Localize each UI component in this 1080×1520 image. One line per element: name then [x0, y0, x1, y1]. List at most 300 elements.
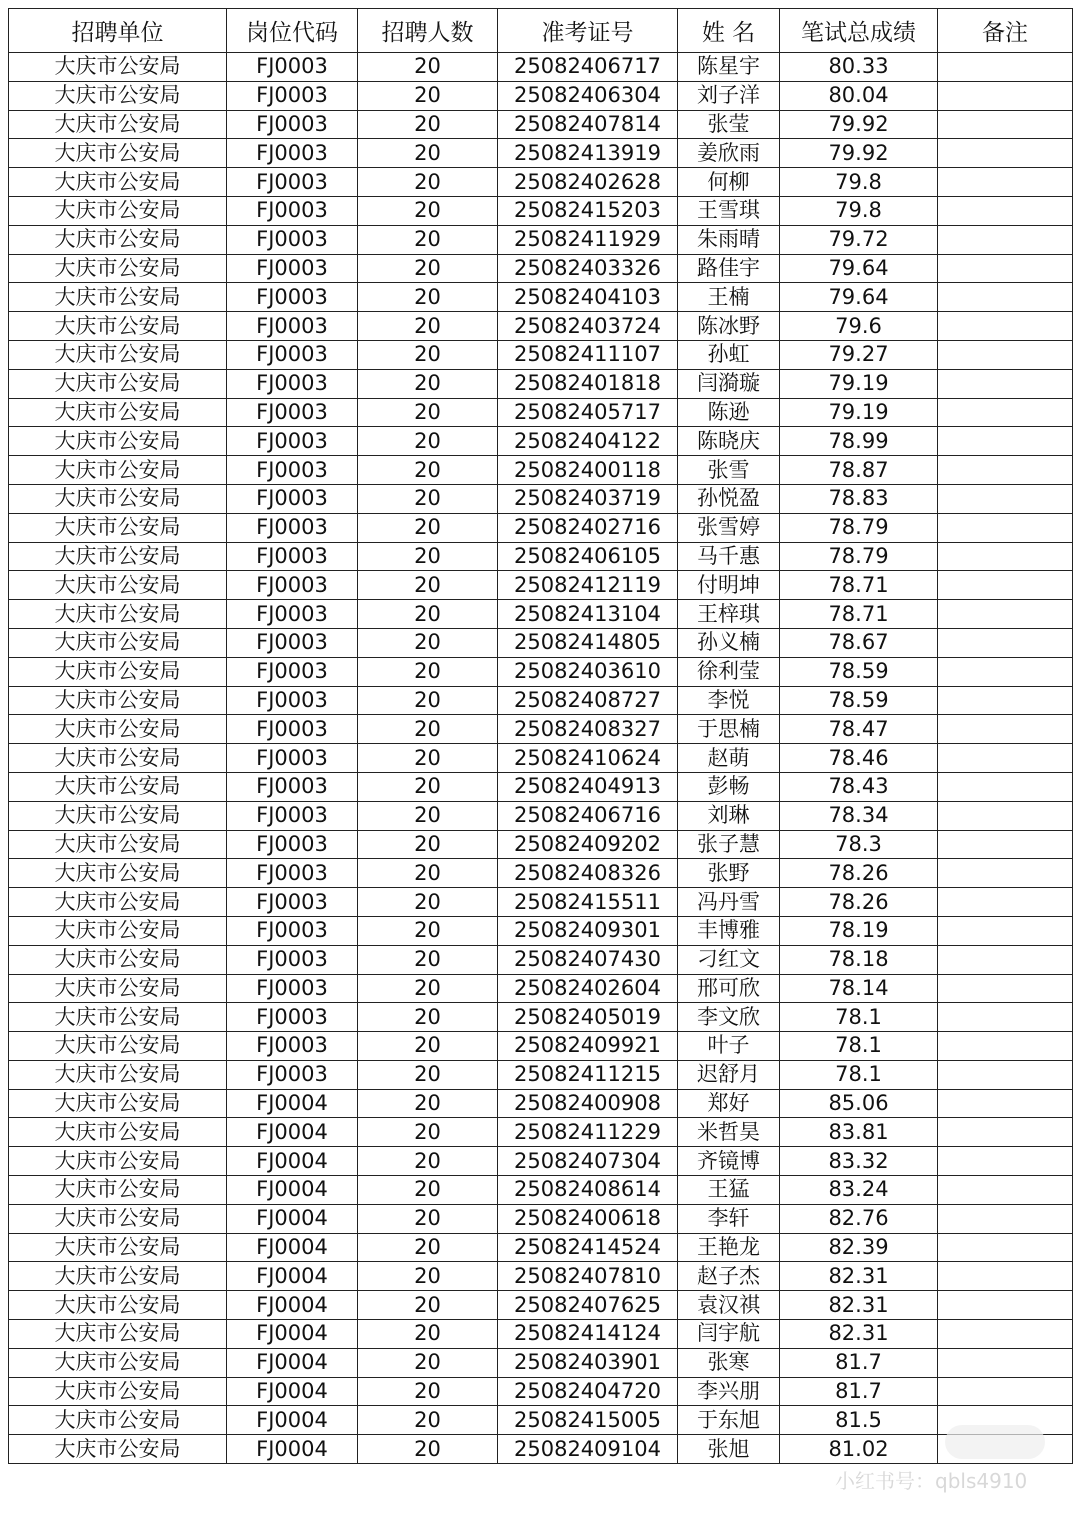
- cell-unit: 大庆市公安局: [9, 1262, 227, 1291]
- cell-ticket-number: 25082401818: [498, 369, 678, 398]
- cell-unit: 大庆市公安局: [9, 1406, 227, 1435]
- cell-hire-count: 20: [358, 859, 498, 888]
- cell-ticket-number: 25082406105: [498, 542, 678, 571]
- cell-position-code: FJ0004: [227, 1147, 358, 1176]
- cell-hire-count: 20: [358, 744, 498, 773]
- table-row: [9, 542, 1073, 571]
- cell-written-score: 81.02: [780, 1435, 938, 1464]
- cell-remarks: [938, 715, 1073, 744]
- table-row: [9, 1320, 1073, 1349]
- cell-written-score: 82.31: [780, 1291, 938, 1320]
- table-row: [9, 168, 1073, 197]
- cell-position-code: FJ0003: [227, 657, 358, 686]
- column-header-hire-count: 招聘人数: [358, 9, 498, 53]
- table-row: [9, 340, 1073, 369]
- cell-ticket-number: 25082407810: [498, 1262, 678, 1291]
- cell-ticket-number: 25082409202: [498, 830, 678, 859]
- cell-written-score: 78.26: [780, 888, 938, 917]
- cell-hire-count: 20: [358, 1320, 498, 1349]
- cell-position-code: FJ0003: [227, 945, 358, 974]
- cell-ticket-number: 25082412119: [498, 571, 678, 600]
- cell-ticket-number: 25082403719: [498, 484, 678, 513]
- cell-position-code: FJ0003: [227, 628, 358, 657]
- cell-written-score: 78.67: [780, 628, 938, 657]
- cell-written-score: 81.5: [780, 1406, 938, 1435]
- column-header-ticket-number: 准考证号: [498, 9, 678, 53]
- cell-position-code: FJ0003: [227, 81, 358, 110]
- cell-written-score: 78.87: [780, 456, 938, 485]
- cell-written-score: 78.79: [780, 513, 938, 542]
- cell-hire-count: 20: [358, 600, 498, 629]
- cell-name: 彭畅: [678, 772, 780, 801]
- cell-written-score: 78.34: [780, 801, 938, 830]
- cell-name: 孙虹: [678, 340, 780, 369]
- cell-name: 徐利莹: [678, 657, 780, 686]
- cell-name: 于东旭: [678, 1406, 780, 1435]
- table-row: [9, 600, 1073, 629]
- cell-hire-count: 20: [358, 456, 498, 485]
- table-row: [9, 1118, 1073, 1147]
- cell-unit: 大庆市公安局: [9, 945, 227, 974]
- cell-position-code: FJ0003: [227, 801, 358, 830]
- cell-name: 陈冰野: [678, 312, 780, 341]
- table-row: [9, 1060, 1073, 1089]
- cell-written-score: 82.31: [780, 1320, 938, 1349]
- cell-name: 张莹: [678, 110, 780, 139]
- cell-unit: 大庆市公安局: [9, 110, 227, 139]
- cell-position-code: FJ0004: [227, 1089, 358, 1118]
- cell-hire-count: 20: [358, 628, 498, 657]
- results-table: [8, 8, 1073, 1464]
- cell-position-code: FJ0003: [227, 974, 358, 1003]
- cell-name: 赵萌: [678, 744, 780, 773]
- cell-ticket-number: 25082406716: [498, 801, 678, 830]
- cell-hire-count: 20: [358, 254, 498, 283]
- cell-remarks: [938, 1406, 1073, 1435]
- cell-remarks: [938, 427, 1073, 456]
- cell-hire-count: 20: [358, 484, 498, 513]
- cell-position-code: FJ0003: [227, 110, 358, 139]
- cell-remarks: [938, 1262, 1073, 1291]
- cell-written-score: 79.72: [780, 225, 938, 254]
- cell-name: 马千惠: [678, 542, 780, 571]
- cell-written-score: 78.71: [780, 600, 938, 629]
- cell-written-score: 78.99: [780, 427, 938, 456]
- cell-written-score: 79.19: [780, 369, 938, 398]
- cell-ticket-number: 25082400118: [498, 456, 678, 485]
- cell-position-code: FJ0003: [227, 312, 358, 341]
- table-row: [9, 1406, 1073, 1435]
- cell-remarks: [938, 1233, 1073, 1262]
- table-row: [9, 1089, 1073, 1118]
- cell-written-score: 78.46: [780, 744, 938, 773]
- cell-position-code: FJ0003: [227, 225, 358, 254]
- cell-written-score: 79.92: [780, 110, 938, 139]
- cell-written-score: 78.19: [780, 916, 938, 945]
- cell-unit: 大庆市公安局: [9, 1377, 227, 1406]
- cell-hire-count: 20: [358, 398, 498, 427]
- cell-ticket-number: 25082413104: [498, 600, 678, 629]
- cell-ticket-number: 25082407625: [498, 1291, 678, 1320]
- cell-hire-count: 20: [358, 1003, 498, 1032]
- cell-position-code: FJ0003: [227, 686, 358, 715]
- cell-unit: 大庆市公安局: [9, 427, 227, 456]
- cell-name: 丰博雅: [678, 916, 780, 945]
- table-row: [9, 53, 1073, 82]
- cell-name: 何柳: [678, 168, 780, 197]
- cell-position-code: FJ0004: [227, 1435, 358, 1464]
- cell-written-score: 80.04: [780, 81, 938, 110]
- cell-unit: 大庆市公安局: [9, 1032, 227, 1061]
- cell-position-code: FJ0003: [227, 1060, 358, 1089]
- cell-ticket-number: 25082406717: [498, 53, 678, 82]
- table-row: [9, 744, 1073, 773]
- cell-name: 陈星宇: [678, 53, 780, 82]
- cell-name: 张雪婷: [678, 513, 780, 542]
- cell-written-score: 79.64: [780, 283, 938, 312]
- cell-hire-count: 20: [358, 168, 498, 197]
- cell-hire-count: 20: [358, 1377, 498, 1406]
- table-row: [9, 513, 1073, 542]
- cell-hire-count: 20: [358, 1060, 498, 1089]
- cell-unit: 大庆市公安局: [9, 312, 227, 341]
- cell-position-code: FJ0004: [227, 1262, 358, 1291]
- cell-ticket-number: 25082410624: [498, 744, 678, 773]
- cell-unit: 大庆市公安局: [9, 1060, 227, 1089]
- cell-name: 王雪琪: [678, 196, 780, 225]
- cell-remarks: [938, 772, 1073, 801]
- cell-unit: 大庆市公安局: [9, 772, 227, 801]
- table-row: [9, 1377, 1073, 1406]
- table-row: [9, 571, 1073, 600]
- cell-written-score: 83.32: [780, 1147, 938, 1176]
- cell-remarks: [938, 542, 1073, 571]
- cell-ticket-number: 25082411107: [498, 340, 678, 369]
- cell-position-code: FJ0004: [227, 1118, 358, 1147]
- cell-position-code: FJ0003: [227, 427, 358, 456]
- cell-name: 齐镜博: [678, 1147, 780, 1176]
- results-table-sheet: [8, 8, 1072, 1464]
- cell-remarks: [938, 859, 1073, 888]
- table-row: [9, 427, 1073, 456]
- cell-written-score: 82.31: [780, 1262, 938, 1291]
- table-row: [9, 1147, 1073, 1176]
- column-header-position-code: 岗位代码: [227, 9, 358, 53]
- cell-hire-count: 20: [358, 888, 498, 917]
- cell-unit: 大庆市公安局: [9, 657, 227, 686]
- cell-hire-count: 20: [358, 283, 498, 312]
- cell-remarks: [938, 456, 1073, 485]
- header-row: [9, 9, 1073, 53]
- table-row: [9, 859, 1073, 888]
- cell-name: 张旭: [678, 1435, 780, 1464]
- table-row: [9, 1291, 1073, 1320]
- cell-position-code: FJ0003: [227, 859, 358, 888]
- cell-written-score: 78.59: [780, 657, 938, 686]
- cell-position-code: FJ0003: [227, 772, 358, 801]
- cell-remarks: [938, 686, 1073, 715]
- table-row: [9, 1233, 1073, 1262]
- cell-unit: 大庆市公安局: [9, 801, 227, 830]
- cell-ticket-number: 25082402604: [498, 974, 678, 1003]
- watermark-text: 小红书号：qbls4910: [835, 1469, 1028, 1493]
- cell-remarks: [938, 830, 1073, 859]
- cell-hire-count: 20: [358, 916, 498, 945]
- cell-ticket-number: 25082415005: [498, 1406, 678, 1435]
- cell-remarks: [938, 916, 1073, 945]
- table-row: [9, 196, 1073, 225]
- cell-written-score: 78.18: [780, 945, 938, 974]
- cell-remarks: [938, 139, 1073, 168]
- cell-ticket-number: 25082404913: [498, 772, 678, 801]
- cell-hire-count: 20: [358, 945, 498, 974]
- cell-unit: 大庆市公安局: [9, 398, 227, 427]
- cell-ticket-number: 25082407814: [498, 110, 678, 139]
- table-row: [9, 81, 1073, 110]
- cell-ticket-number: 25082414124: [498, 1320, 678, 1349]
- cell-remarks: [938, 196, 1073, 225]
- cell-written-score: 78.1: [780, 1060, 938, 1089]
- cell-ticket-number: 25082409104: [498, 1435, 678, 1464]
- cell-position-code: FJ0003: [227, 168, 358, 197]
- cell-position-code: FJ0004: [227, 1204, 358, 1233]
- cell-remarks: [938, 254, 1073, 283]
- cell-written-score: 79.6: [780, 312, 938, 341]
- cell-name: 刘琳: [678, 801, 780, 830]
- cell-written-score: 80.33: [780, 53, 938, 82]
- cell-position-code: FJ0004: [227, 1348, 358, 1377]
- cell-remarks: [938, 801, 1073, 830]
- cell-hire-count: 20: [358, 542, 498, 571]
- cell-position-code: FJ0003: [227, 53, 358, 82]
- cell-unit: 大庆市公安局: [9, 1348, 227, 1377]
- cell-ticket-number: 25082406304: [498, 81, 678, 110]
- cell-unit: 大庆市公安局: [9, 81, 227, 110]
- cell-remarks: [938, 81, 1073, 110]
- cell-hire-count: 20: [358, 369, 498, 398]
- table-row: [9, 484, 1073, 513]
- cell-unit: 大庆市公安局: [9, 168, 227, 197]
- cell-remarks: [938, 888, 1073, 917]
- cell-remarks: [938, 283, 1073, 312]
- cell-written-score: 78.59: [780, 686, 938, 715]
- table-row: [9, 369, 1073, 398]
- table-row: [9, 1348, 1073, 1377]
- cell-unit: 大庆市公安局: [9, 830, 227, 859]
- cell-written-score: 78.47: [780, 715, 938, 744]
- cell-remarks: [938, 945, 1073, 974]
- cell-ticket-number: 25082415203: [498, 196, 678, 225]
- cell-name: 王艳龙: [678, 1233, 780, 1262]
- table-row: [9, 801, 1073, 830]
- cell-remarks: [938, 369, 1073, 398]
- cell-written-score: 78.26: [780, 859, 938, 888]
- cell-position-code: FJ0003: [227, 715, 358, 744]
- table-row: [9, 1262, 1073, 1291]
- table-body: [9, 53, 1073, 1464]
- cell-position-code: FJ0003: [227, 139, 358, 168]
- cell-remarks: [938, 312, 1073, 341]
- table-row: [9, 312, 1073, 341]
- table-row: [9, 945, 1073, 974]
- cell-unit: 大庆市公安局: [9, 686, 227, 715]
- cell-unit: 大庆市公安局: [9, 340, 227, 369]
- table-row: [9, 916, 1073, 945]
- cell-name: 张雪: [678, 456, 780, 485]
- cell-remarks: [938, 484, 1073, 513]
- cell-remarks: [938, 744, 1073, 773]
- cell-written-score: 81.7: [780, 1348, 938, 1377]
- cell-name: 赵子杰: [678, 1262, 780, 1291]
- cell-position-code: FJ0003: [227, 888, 358, 917]
- table-row: [9, 1032, 1073, 1061]
- cell-ticket-number: 25082408727: [498, 686, 678, 715]
- cell-written-score: 81.7: [780, 1377, 938, 1406]
- cell-position-code: FJ0003: [227, 254, 358, 283]
- cell-ticket-number: 25082411929: [498, 225, 678, 254]
- cell-position-code: FJ0004: [227, 1406, 358, 1435]
- cell-ticket-number: 25082409921: [498, 1032, 678, 1061]
- cell-hire-count: 20: [358, 1032, 498, 1061]
- cell-name: 张野: [678, 859, 780, 888]
- cell-hire-count: 20: [358, 801, 498, 830]
- cell-written-score: 78.1: [780, 1003, 938, 1032]
- cell-unit: 大庆市公安局: [9, 225, 227, 254]
- cell-hire-count: 20: [358, 715, 498, 744]
- cell-written-score: 83.24: [780, 1176, 938, 1205]
- cell-name: 李文欣: [678, 1003, 780, 1032]
- cell-hire-count: 20: [358, 1176, 498, 1205]
- cell-position-code: FJ0003: [227, 456, 358, 485]
- table-row: [9, 830, 1073, 859]
- cell-remarks: [938, 110, 1073, 139]
- cell-position-code: FJ0003: [227, 600, 358, 629]
- cell-name: 张寒: [678, 1348, 780, 1377]
- cell-ticket-number: 25082408326: [498, 859, 678, 888]
- cell-name: 张子慧: [678, 830, 780, 859]
- cell-remarks: [938, 513, 1073, 542]
- cell-position-code: FJ0004: [227, 1176, 358, 1205]
- cell-unit: 大庆市公安局: [9, 628, 227, 657]
- table-row: [9, 110, 1073, 139]
- cell-hire-count: 20: [358, 53, 498, 82]
- table-row: [9, 1435, 1073, 1464]
- cell-remarks: [938, 1003, 1073, 1032]
- cell-remarks: [938, 1147, 1073, 1176]
- table-row: [9, 657, 1073, 686]
- cell-hire-count: 20: [358, 1118, 498, 1147]
- cell-position-code: FJ0004: [227, 1233, 358, 1262]
- cell-name: 叶子: [678, 1032, 780, 1061]
- cell-hire-count: 20: [358, 974, 498, 1003]
- cell-remarks: [938, 1176, 1073, 1205]
- cell-written-score: 85.06: [780, 1089, 938, 1118]
- cell-hire-count: 20: [358, 340, 498, 369]
- cell-remarks: [938, 974, 1073, 1003]
- cell-unit: 大庆市公安局: [9, 600, 227, 629]
- cell-unit: 大庆市公安局: [9, 1204, 227, 1233]
- cell-name: 陈晓庆: [678, 427, 780, 456]
- cell-position-code: FJ0004: [227, 1320, 358, 1349]
- cell-ticket-number: 25082408327: [498, 715, 678, 744]
- cell-position-code: FJ0003: [227, 283, 358, 312]
- cell-ticket-number: 25082405717: [498, 398, 678, 427]
- cell-name: 闫漪璇: [678, 369, 780, 398]
- table-row: [9, 1003, 1073, 1032]
- cell-unit: 大庆市公安局: [9, 1118, 227, 1147]
- cell-name: 李轩: [678, 1204, 780, 1233]
- cell-unit: 大庆市公安局: [9, 369, 227, 398]
- cell-position-code: FJ0003: [227, 542, 358, 571]
- cell-unit: 大庆市公安局: [9, 1233, 227, 1262]
- cell-ticket-number: 25082400908: [498, 1089, 678, 1118]
- cell-unit: 大庆市公安局: [9, 254, 227, 283]
- cell-remarks: [938, 628, 1073, 657]
- table-row: [9, 1204, 1073, 1233]
- cell-position-code: FJ0003: [227, 1032, 358, 1061]
- cell-written-score: 79.19: [780, 398, 938, 427]
- cell-unit: 大庆市公安局: [9, 571, 227, 600]
- cell-remarks: [938, 398, 1073, 427]
- cell-name: 王猛: [678, 1176, 780, 1205]
- cell-name: 孙悦盈: [678, 484, 780, 513]
- table-row: [9, 888, 1073, 917]
- column-header-written-score: 笔试总成绩: [780, 9, 938, 53]
- cell-remarks: [938, 168, 1073, 197]
- cell-unit: 大庆市公安局: [9, 196, 227, 225]
- cell-unit: 大庆市公安局: [9, 1089, 227, 1118]
- cell-name: 袁汉祺: [678, 1291, 780, 1320]
- cell-hire-count: 20: [358, 139, 498, 168]
- table-row: [9, 715, 1073, 744]
- table-row: [9, 1176, 1073, 1205]
- cell-unit: 大庆市公安局: [9, 1003, 227, 1032]
- column-header-unit: 招聘单位: [9, 9, 227, 53]
- cell-ticket-number: 25082408614: [498, 1176, 678, 1205]
- cell-remarks: [938, 1377, 1073, 1406]
- cell-unit: 大庆市公安局: [9, 974, 227, 1003]
- cell-ticket-number: 25082407304: [498, 1147, 678, 1176]
- cell-name: 邢可欣: [678, 974, 780, 1003]
- cell-name: 王梓琪: [678, 600, 780, 629]
- cell-remarks: [938, 340, 1073, 369]
- cell-unit: 大庆市公安局: [9, 484, 227, 513]
- table-row: [9, 398, 1073, 427]
- cell-remarks: [938, 1204, 1073, 1233]
- cell-ticket-number: 25082411215: [498, 1060, 678, 1089]
- cell-written-score: 79.92: [780, 139, 938, 168]
- cell-hire-count: 20: [358, 196, 498, 225]
- table-row: [9, 974, 1073, 1003]
- cell-remarks: [938, 571, 1073, 600]
- cell-ticket-number: 25082409301: [498, 916, 678, 945]
- cell-name: 李悦: [678, 686, 780, 715]
- cell-hire-count: 20: [358, 1435, 498, 1464]
- cell-unit: 大庆市公安局: [9, 916, 227, 945]
- cell-ticket-number: 25082405019: [498, 1003, 678, 1032]
- cell-unit: 大庆市公安局: [9, 888, 227, 917]
- cell-written-score: 78.14: [780, 974, 938, 1003]
- table-row: [9, 456, 1073, 485]
- cell-remarks: [938, 1089, 1073, 1118]
- cell-position-code: FJ0003: [227, 1003, 358, 1032]
- table-row: [9, 686, 1073, 715]
- cell-hire-count: 20: [358, 657, 498, 686]
- cell-ticket-number: 25082413919: [498, 139, 678, 168]
- cell-ticket-number: 25082400618: [498, 1204, 678, 1233]
- cell-unit: 大庆市公安局: [9, 1435, 227, 1464]
- cell-ticket-number: 25082407430: [498, 945, 678, 974]
